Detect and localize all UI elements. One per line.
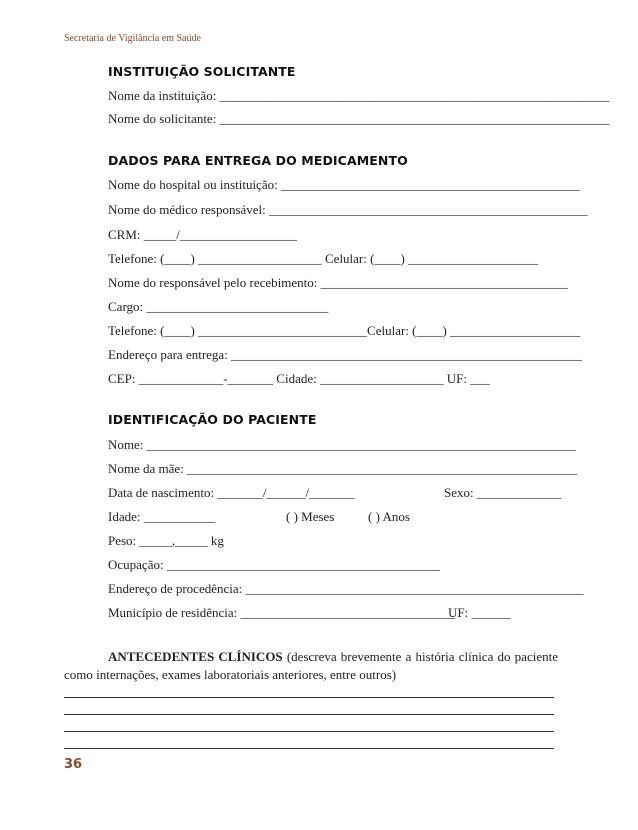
field-nome-instituicao[interactable]: Nome da instituição: ____________________________________________________________: [108, 88, 610, 103]
antecedentes-blank-line[interactable]: [64, 731, 554, 732]
field-ocupacao[interactable]: Ocupação: __________________________________________: [108, 557, 440, 572]
field-cep-cidade-uf[interactable]: CEP: _____________-_______ Cidade: ___________________ UF: ___: [108, 371, 490, 386]
field-idade[interactable]: Idade: ___________: [108, 509, 216, 524]
section-title-entrega: DADOS PARA ENTREGA DO MEDICAMENTO: [108, 153, 408, 168]
antecedentes-blank-line[interactable]: [64, 697, 554, 698]
field-peso[interactable]: Peso: _____,_____ kg: [108, 533, 224, 548]
section-title-antecedentes: ANTECEDENTES CLÍNICOS: [108, 649, 283, 664]
field-data-nascimento[interactable]: Data de nascimento: _______/______/_______: [108, 485, 355, 500]
antecedentes-blank-line[interactable]: [64, 748, 554, 749]
checkbox-meses[interactable]: ( ) Meses: [286, 509, 335, 524]
antecedentes-paragraph: [64, 648, 558, 684]
field-cargo[interactable]: Cargo: ____________________________: [108, 299, 329, 314]
field-nome-responsavel[interactable]: Nome do responsável pelo recebimento: ______________________________________: [108, 275, 568, 290]
field-celular-medico[interactable]: Celular: (____) ____________________: [325, 251, 539, 266]
field-nome-medico[interactable]: Nome do médico responsável: _________________________________________________: [108, 202, 588, 217]
field-crm[interactable]: CRM: _____/__________________: [108, 227, 297, 242]
field-telefone-medico[interactable]: Telefone: (____) ___________________: [108, 251, 322, 266]
section-title-paciente: IDENTIFICAÇÃO DO PACIENTE: [108, 412, 317, 427]
checkbox-anos[interactable]: ( ) Anos: [368, 509, 410, 524]
page-number: 36: [64, 757, 83, 772]
running-header: Secretaria de Vigilância em Saúde: [64, 33, 201, 44]
field-telefone-celular-responsavel[interactable]: Telefone: (____) __________________________Celular: (____) ____________________: [108, 323, 581, 338]
field-endereco-procedencia[interactable]: Endereço de procedência: ____________________________________________________: [108, 581, 584, 596]
field-municipio-residencia[interactable]: Município de residência: _________________________________: [108, 605, 455, 620]
field-sexo[interactable]: Sexo: _____________: [444, 485, 562, 500]
field-uf-paciente[interactable]: UF: ______: [448, 605, 511, 620]
field-nome-solicitante[interactable]: Nome do solicitante: ____________________________________________________________: [108, 111, 610, 126]
field-nome-mae[interactable]: Nome da mãe: ____________________________________________________________: [108, 461, 578, 476]
field-nome-hospital[interactable]: Nome do hospital ou instituição: ______________________________________________: [108, 177, 580, 192]
field-endereco-entrega[interactable]: Endereço para entrega: ______________________________________________________: [108, 347, 583, 362]
section-title-instituicao: INSTITUIÇÃO SOLICITANTE: [108, 64, 296, 79]
antecedentes-blank-line[interactable]: [64, 714, 554, 715]
antecedentes-description: (descreva brevemente a história clínica do paciente como internações, exames laboratoriais anteriores, entre outros): [64, 649, 558, 682]
field-nome-paciente[interactable]: Nome: __________________________________________________________________: [108, 437, 576, 452]
